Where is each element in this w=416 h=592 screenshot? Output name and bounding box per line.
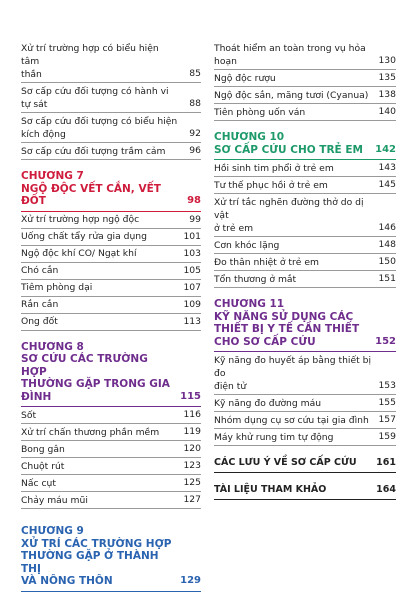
toc-entry[interactable]: [214, 104, 396, 121]
toc-entry[interactable]: [214, 352, 396, 395]
entry-page-number: 138: [378, 89, 396, 100]
entry-title-line: Kỹ năng đo huyết áp bằng thiết bị đo: [214, 354, 371, 379]
toc-entry[interactable]: [21, 314, 201, 331]
entry-page-number: 125: [183, 477, 201, 488]
toc-entry[interactable]: [21, 407, 201, 424]
entry-page-number: 105: [183, 264, 201, 276]
toc-entry[interactable]: [21, 458, 201, 475]
entry-page-number: 85: [189, 68, 201, 79]
entry-title-line: Máy khử rung tim tự động: [214, 431, 334, 443]
chapter-label: CHƯƠNG 10: [214, 131, 285, 143]
toc-entry[interactable]: [21, 492, 201, 509]
entry-page-number: 145: [378, 179, 396, 190]
chapter-page-number: 98: [187, 195, 201, 206]
section-title: CÁC LƯU Ý VỀ SƠ CẤP CỨU: [214, 457, 357, 468]
chapter-label: CHƯƠNG 11: [214, 298, 285, 310]
entry-title-line: Tiên phòng uốn ván: [214, 106, 306, 118]
entry-page-number: 135: [378, 72, 396, 83]
entry-page-number: 99: [189, 213, 201, 225]
section-title: TÀI LIỆU THAM KHẢO: [214, 484, 327, 495]
entry-title-line: Sơ cấp cứu đối tượng trầm cảm: [21, 145, 166, 157]
entry-title-line: tự sát: [21, 98, 48, 110]
entry-title-line: Tổn thương ở mắt: [214, 273, 297, 285]
entry-title-line: ở trẻ em: [214, 222, 254, 234]
chapter-title-line: XỬ TRÍ CÁC TRƯỜNG HỢP: [21, 537, 172, 550]
toc-entry[interactable]: [214, 429, 396, 446]
entry-page-number: 119: [183, 426, 201, 437]
toc-entry[interactable]: [214, 177, 396, 194]
toc-entry[interactable]: [21, 280, 201, 297]
chapter-title-line: SƠ CỨU CÁC TRƯỜNG HỢP: [21, 353, 148, 378]
toc-section-heading[interactable]: [214, 481, 396, 500]
entry-title-line: Nấc cụt: [21, 477, 56, 489]
entry-title-line: Kỹ năng đo đường máu: [214, 397, 322, 409]
entry-title-line: Nhóm dụng cụ sơ cứu tại gia đình: [214, 414, 369, 426]
toc-entry[interactable]: [21, 143, 201, 160]
entry-title-line: Tiêm phòng dại: [21, 282, 93, 293]
section-page-number: 161: [376, 457, 396, 468]
chapter-page-number: 152: [375, 335, 396, 347]
entry-title-line: Tư thế phục hồi ở trẻ em: [214, 179, 328, 191]
entry-title-line: Chó cắn: [21, 265, 59, 276]
chapter-title-line: KỸ NĂNG SỬ DỤNG CÁC: [214, 310, 354, 323]
toc-entry[interactable]: [214, 194, 396, 237]
entry-title-line: Đo thân nhiệt ở trẻ em: [214, 256, 319, 268]
toc-entry[interactable]: [21, 297, 201, 314]
chapter-title-line: SƠ CẤP CỨU CHO TRẺ EM: [214, 143, 364, 156]
entry-page-number: 101: [183, 230, 201, 242]
toc-section-heading[interactable]: [214, 454, 396, 473]
entry-page-number: 159: [378, 431, 396, 442]
chapter-label: CHƯƠNG 8: [21, 340, 84, 353]
entry-title-line: kích động: [21, 128, 66, 140]
toc-entry[interactable]: [214, 70, 396, 87]
chapter-heading[interactable]: [21, 341, 201, 408]
entry-page-number: 155: [378, 397, 396, 408]
chapter-heading[interactable]: [21, 525, 201, 592]
entry-title-line: Uống chất tẩy rửa gia dụng: [21, 231, 147, 242]
entry-title-line: Chảy máu mũi: [21, 494, 88, 506]
entry-title-line: Sơ cấp cứu đối tượng có hành vi: [21, 85, 169, 97]
chapter-page-number: 115: [180, 390, 201, 402]
entry-page-number: 143: [378, 162, 396, 173]
toc-entry[interactable]: [21, 113, 201, 143]
chapter-page-number: 142: [375, 143, 396, 155]
entry-title-line: Xử trí trường hợp ngộ độc: [21, 214, 140, 225]
toc-entry[interactable]: [214, 160, 396, 177]
entry-page-number: 96: [189, 145, 201, 156]
toc-entry[interactable]: [21, 424, 201, 441]
entry-page-number: 157: [378, 414, 396, 425]
entry-title-line: Hồi sinh tim phổi ở trẻ em: [214, 162, 334, 174]
chapter-title-line: ĐỐT: [21, 195, 46, 207]
chapter-title-line: CHO SƠ CẤP CỨU: [214, 335, 316, 348]
chapter-page-number: 129: [180, 575, 201, 586]
toc-left-column: [21, 40, 201, 592]
entry-title-line: Sơ cấp cứu đối tượng có biểu hiện: [21, 115, 178, 127]
entry-page-number: 120: [183, 443, 201, 454]
entry-page-number: 153: [378, 380, 396, 391]
toc-right-column: [214, 40, 396, 500]
entry-title-line: Rắn cắn: [21, 299, 59, 310]
entry-page-number: 146: [378, 222, 396, 233]
entry-page-number: 116: [183, 409, 201, 420]
entry-page-number: 107: [183, 281, 201, 293]
entry-title-line: Xử trí tắc nghẽn đường thở do dị vật: [214, 196, 364, 221]
entry-page-number: 123: [183, 460, 201, 471]
entry-title-line: Bong gân: [21, 443, 65, 455]
entry-page-number: 140: [378, 106, 396, 117]
toc-entry[interactable]: [214, 412, 396, 429]
chapter-title-line: THIẾT BỊ Y TẾ CẦN THIẾT: [214, 323, 360, 335]
chapter-heading[interactable]: [214, 298, 396, 352]
chapter-title-line: THƯỜNG GẶP TRONG GIA: [21, 378, 170, 390]
toc-entry[interactable]: [21, 441, 201, 458]
chapter-heading[interactable]: [21, 170, 201, 212]
toc-entry[interactable]: [214, 237, 396, 254]
entry-title-line: Sốt: [21, 409, 37, 421]
entry-page-number: 109: [183, 298, 201, 310]
chapter-label: CHƯƠNG 7: [21, 170, 84, 182]
entry-title-line: Chuột rút: [21, 460, 65, 472]
entry-title-line: Thoát hiểm an toàn trong vụ hỏa hoạn: [214, 42, 366, 67]
chapter-label: CHƯƠNG 9: [21, 525, 84, 537]
toc-entry[interactable]: [21, 40, 201, 83]
entry-title-line: Ngộ độc sắn, măng tươi (Cyanua): [214, 89, 369, 101]
entry-page-number: 151: [378, 273, 396, 284]
toc-entry[interactable]: [214, 40, 396, 70]
chapter-title-line: NGỘ ĐỘC VẾT CẮN, VẾT: [21, 182, 161, 195]
entry-page-number: 150: [378, 256, 396, 267]
entry-title-line: thần: [21, 68, 42, 80]
entry-page-number: 113: [183, 315, 201, 327]
chapter-title-line: ĐÌNH: [21, 390, 52, 403]
toc-entry[interactable]: [21, 229, 201, 246]
toc-entry[interactable]: [21, 475, 201, 492]
entry-title-line: điện tử: [214, 380, 247, 392]
entry-title-line: Ngộ độc rượu: [214, 72, 276, 84]
entry-page-number: 103: [183, 247, 201, 259]
entry-page-number: 130: [378, 55, 396, 66]
entry-page-number: 92: [189, 128, 201, 139]
entry-title-line: Ngộ độc khí CO/ Ngạt khí: [21, 248, 137, 259]
chapter-title-line: VÀ NÔNG THÔN: [21, 575, 113, 587]
entry-page-number: 127: [183, 494, 201, 505]
entry-title-line: Cơn khóc lặng: [214, 239, 280, 251]
toc-entry[interactable]: [214, 254, 396, 271]
entry-page-number: 148: [378, 239, 396, 250]
toc-entry[interactable]: [214, 395, 396, 412]
toc-entry[interactable]: [21, 83, 201, 113]
entry-title-line: Xử trí trường hợp có biểu hiện tâm: [21, 42, 159, 67]
toc-entry[interactable]: [214, 87, 396, 104]
entry-title-line: Ong đốt: [21, 316, 58, 327]
toc-entry[interactable]: [214, 271, 396, 288]
toc-entry[interactable]: [21, 212, 201, 229]
toc-entry[interactable]: [21, 263, 201, 280]
chapter-title-line: THƯỜNG GẶP Ở THÀNH THỊ: [21, 550, 159, 575]
section-page-number: 164: [376, 484, 396, 495]
entry-title-line: Xử trí chấn thương phần mềm: [21, 426, 160, 438]
toc-entry[interactable]: [21, 246, 201, 263]
entry-page-number: 88: [189, 98, 201, 109]
chapter-heading[interactable]: [214, 131, 396, 160]
